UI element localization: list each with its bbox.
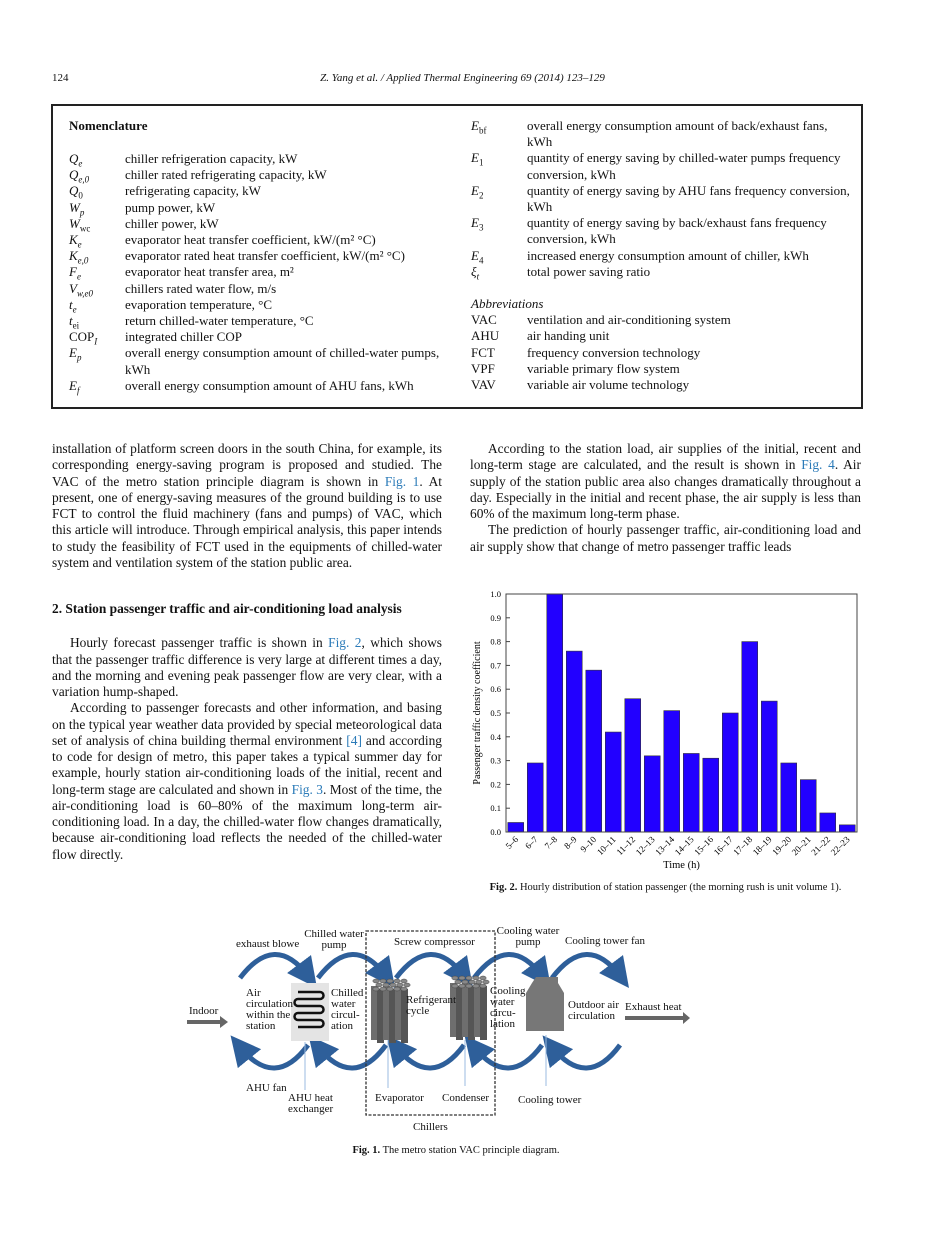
symbol-base: Q bbox=[69, 183, 79, 199]
abbreviation: VPF bbox=[471, 360, 495, 376]
evaporator-icon bbox=[371, 979, 410, 1043]
label-outdoor-air-circulation: Outdoor air circulation bbox=[568, 999, 620, 1022]
symbol-subscript: bf bbox=[478, 125, 487, 136]
label-ahu-heat-exchanger: AHU heat exchanger bbox=[288, 1092, 334, 1115]
x-tick-label: 22–23 bbox=[828, 834, 852, 858]
tube-end bbox=[459, 984, 465, 988]
abbreviation-row bbox=[471, 345, 851, 361]
symbol-subscript: I bbox=[94, 336, 98, 347]
y-tick-label: 0.4 bbox=[490, 731, 501, 742]
tube bbox=[480, 986, 487, 1040]
symbol-subscript: t bbox=[476, 271, 480, 282]
x-tick-label: 21–22 bbox=[809, 834, 833, 858]
bar-16–17 bbox=[722, 713, 738, 832]
nomenclature-row bbox=[69, 297, 449, 313]
nomenclature-row bbox=[471, 215, 851, 247]
nomenclature-row bbox=[69, 248, 449, 264]
page-number: 124 bbox=[52, 72, 69, 84]
symbol bbox=[69, 313, 125, 329]
abbreviation-description: variable primary flow system bbox=[527, 360, 680, 376]
y-tick-label: 1.0 bbox=[490, 589, 501, 599]
symbol-subscript: f bbox=[76, 385, 80, 396]
top-circulation-arrow-icon bbox=[552, 954, 620, 978]
bar-21–22 bbox=[820, 813, 836, 832]
symbol-description: chiller power, kW bbox=[125, 215, 219, 231]
x-tick-label: 9–10 bbox=[578, 834, 599, 855]
abbreviation-row bbox=[471, 377, 851, 393]
y-tick-label: 0.5 bbox=[490, 708, 501, 718]
symbol-base: E bbox=[471, 215, 479, 231]
nomenclature-row bbox=[69, 329, 449, 345]
abbreviation-description: frequency conversion technology bbox=[527, 344, 701, 360]
abbreviation-row bbox=[471, 312, 851, 328]
symbol-subscript: w,e0 bbox=[76, 288, 94, 299]
abbreviation: AHU bbox=[471, 328, 500, 344]
bar-20–21 bbox=[800, 780, 816, 832]
abbreviation: VAV bbox=[471, 377, 496, 393]
nomenclature-row bbox=[471, 183, 851, 215]
x-tick-label: 10–11 bbox=[594, 834, 618, 858]
fig2-bar-chart bbox=[470, 585, 865, 875]
symbol-description: quantity of energy saving by chilled-water pumps frequency conversion, kWh bbox=[527, 150, 841, 182]
x-tick-label: 19–20 bbox=[770, 834, 794, 858]
right-text-column bbox=[470, 441, 861, 555]
symbol-subscript: ei bbox=[72, 320, 80, 331]
symbol-subscript: e,0 bbox=[77, 255, 89, 266]
symbol-description: evaporator heat transfer area, m² bbox=[125, 264, 294, 280]
tube-end bbox=[380, 987, 386, 991]
y-tick-label: 0.3 bbox=[490, 755, 501, 766]
nomenclature-box bbox=[51, 104, 863, 409]
symbol-description: increased energy consumption amount of chiller, kWh bbox=[527, 247, 809, 263]
tube-end bbox=[473, 984, 479, 988]
symbol-description: evaporator heat transfer coefficient, kW/(m² °C) bbox=[125, 232, 376, 248]
text: installation of platform screen doors in the south China, for example, its corresponding energy-saving program is proposed and studied. The VAC of the metro station principle diagram is shown in bbox=[52, 441, 442, 489]
label-ahu-fan: AHU fan bbox=[246, 1082, 287, 1094]
symbol-subscript: 4 bbox=[478, 255, 484, 266]
symbol-description: evaporator rated heat transfer coefficient, kW/(m² °C) bbox=[125, 248, 405, 264]
nomenclature-row bbox=[69, 232, 449, 248]
paragraph bbox=[52, 441, 442, 571]
tube-end bbox=[466, 984, 472, 988]
tube-end bbox=[383, 983, 389, 987]
abbreviation-description: ventilation and air-conditioning system bbox=[527, 312, 731, 328]
nomenclature-left-column bbox=[69, 151, 449, 394]
indoor-arrow-icon bbox=[187, 1016, 228, 1028]
symbol bbox=[69, 200, 125, 216]
fig2-caption-text: Hourly distribution of station passenger (the morning rush is unit volume 1). bbox=[519, 882, 842, 893]
y-tick-label: 0.0 bbox=[490, 827, 501, 837]
tube-end bbox=[452, 984, 458, 988]
symbol bbox=[69, 232, 125, 248]
bar-6–7 bbox=[527, 763, 543, 832]
symbol bbox=[69, 297, 125, 313]
nomenclature-row bbox=[471, 118, 851, 150]
tube-end bbox=[376, 983, 382, 987]
paragraph bbox=[52, 700, 442, 863]
fig2-link[interactable]: Fig. 2 bbox=[328, 635, 362, 651]
symbol bbox=[69, 345, 125, 377]
symbol-base: E bbox=[69, 377, 77, 393]
tube-end bbox=[373, 979, 379, 983]
tube-end bbox=[480, 984, 486, 988]
label-air-circulation: Air circulation within the station bbox=[246, 987, 294, 1032]
nomenclature-row bbox=[69, 183, 449, 199]
abbreviation-row bbox=[471, 361, 851, 377]
symbol-description: chiller rated refrigerating capacity, kW bbox=[125, 167, 327, 183]
x-tick-label: 12–13 bbox=[633, 834, 657, 858]
label-refrigerant-cycle: Refrigerant cycle bbox=[406, 994, 457, 1017]
symbol-description: evaporation temperature, °C bbox=[125, 296, 273, 312]
symbol-base: F bbox=[69, 264, 77, 280]
y-tick-label: 0.9 bbox=[490, 612, 501, 623]
nomenclature-row bbox=[69, 264, 449, 283]
bottom-circulation-arrow-icon bbox=[396, 1045, 464, 1068]
x-tick-label: 11–12 bbox=[614, 834, 638, 858]
tube bbox=[395, 986, 402, 1040]
left-text-column bbox=[52, 441, 442, 863]
text: Hourly forecast passenger traffic is shown in bbox=[70, 635, 329, 651]
symbol-base: ξ bbox=[471, 263, 477, 279]
nomenclature-row bbox=[69, 167, 449, 183]
y-axis-label: Passenger traffic density coefficient bbox=[472, 641, 483, 785]
reference-4-link[interactable]: [4] bbox=[346, 732, 362, 748]
tube-end bbox=[462, 980, 468, 984]
symbol-description: return chilled-water temperature, °C bbox=[125, 313, 314, 329]
bottom-circulation-arrow-icon bbox=[474, 1045, 542, 1068]
symbol-base: W bbox=[69, 215, 80, 231]
fig2-caption bbox=[470, 882, 861, 893]
symbol-description: overall energy consumption amount of chilled-water pumps, kWh bbox=[125, 345, 440, 377]
symbol-base: E bbox=[471, 150, 479, 166]
symbol bbox=[69, 216, 125, 232]
text: , which shows that the passenger traffic difference is very large at different times a day, and the morning and evening peak passenger flow are very clear, with a variation hump-shaped. bbox=[52, 635, 442, 699]
label-cooling-water-circulation: Cooling water circu- lation bbox=[490, 985, 526, 1030]
tube-end bbox=[404, 983, 410, 987]
tube-end bbox=[397, 983, 403, 987]
symbol-base: E bbox=[471, 247, 479, 263]
bar-5–6 bbox=[508, 822, 524, 832]
label-exhaust-heat: Exhaust heat bbox=[625, 1001, 682, 1013]
exhaust-heat-arrow-icon bbox=[625, 1012, 690, 1024]
symbol bbox=[471, 215, 527, 247]
nomenclature-row bbox=[69, 200, 449, 216]
top-circulation-arrow-icon bbox=[240, 954, 308, 978]
symbol-base: COP bbox=[69, 329, 95, 345]
symbol bbox=[471, 264, 527, 280]
symbol-subscript: 2 bbox=[478, 190, 484, 201]
tube-end bbox=[480, 976, 486, 980]
y-tick-label: 0.6 bbox=[490, 684, 501, 695]
tube bbox=[456, 986, 463, 1040]
paragraph: The prediction of hourly passenger traffic, air-conditioning load and air supply show that change of metro passenger traffic leads bbox=[470, 522, 861, 554]
label-cooling-tower-fan: Cooling tower fan bbox=[565, 935, 646, 947]
bottom-circulation-arrow-icon bbox=[240, 1045, 308, 1068]
symbol-subscript: wc bbox=[79, 223, 91, 234]
symbol bbox=[69, 281, 125, 297]
symbol-description: quantity of energy saving by back/exhaust fans frequency conversion, kWh bbox=[527, 215, 827, 247]
tube-end bbox=[373, 987, 379, 991]
symbol-description: chiller refrigeration capacity, kW bbox=[125, 151, 298, 166]
tube-end bbox=[455, 980, 461, 984]
section-heading: 2. Station passenger traffic and air-conditioning load analysis bbox=[52, 601, 402, 616]
label-exhaust-blower: exhaust blowe bbox=[236, 938, 300, 950]
bar-22–23 bbox=[839, 825, 855, 832]
label-chilled-water-pump: Chilled water pump bbox=[304, 928, 364, 951]
bar-19–20 bbox=[781, 763, 797, 832]
label-condenser: Condenser bbox=[442, 1092, 490, 1104]
symbol-subscript: 3 bbox=[478, 222, 484, 233]
symbol-subscript: 1 bbox=[478, 158, 484, 168]
tube bbox=[377, 989, 384, 1043]
tube-end bbox=[476, 980, 482, 984]
abbreviations-title: Abbreviations bbox=[471, 296, 544, 312]
nomenclature-row bbox=[69, 151, 449, 167]
symbol-description: refrigerating capacity, kW bbox=[125, 183, 261, 199]
symbol-base: V bbox=[69, 280, 77, 296]
fig1-link[interactable]: Fig. 1 bbox=[384, 473, 420, 489]
nomenclature-right-column bbox=[471, 118, 851, 393]
nomenclature-row bbox=[69, 216, 449, 232]
bar-13–14 bbox=[664, 711, 680, 832]
tube-end bbox=[401, 987, 407, 991]
tube-end bbox=[394, 979, 400, 983]
symbol-base: Q bbox=[69, 167, 79, 183]
x-tick-label: 17–18 bbox=[731, 834, 755, 858]
tube-end bbox=[483, 980, 489, 984]
symbol bbox=[69, 167, 125, 183]
fig1-caption-text: The metro station VAC principle diagram. bbox=[382, 1145, 560, 1156]
symbol bbox=[471, 248, 527, 264]
symbol-description: chillers rated water flow, m/s bbox=[125, 280, 277, 296]
label-screw-compressor: Screw compressor bbox=[394, 936, 475, 948]
bottom-circulation-arrow-icon bbox=[318, 1045, 386, 1068]
tube-end bbox=[401, 979, 407, 983]
paragraph bbox=[470, 441, 861, 522]
label-indoor: Indoor bbox=[189, 1005, 219, 1017]
symbol-base: W bbox=[69, 199, 80, 215]
label-cooling-tower: Cooling tower bbox=[518, 1094, 582, 1106]
y-tick-label: 0.2 bbox=[490, 779, 501, 790]
abbreviations-list bbox=[471, 312, 851, 393]
tube bbox=[468, 986, 475, 1040]
bar-11–12 bbox=[625, 699, 641, 832]
x-tick-label: 14–15 bbox=[672, 834, 696, 858]
nomenclature-row bbox=[471, 248, 851, 264]
symbol-subscript: e bbox=[78, 158, 83, 169]
nomenclature-right-list bbox=[471, 118, 851, 280]
tube-end bbox=[466, 976, 472, 980]
symbol-description: overall energy consumption amount of back/exhaust fans, kWh bbox=[527, 118, 828, 150]
tube-end bbox=[394, 987, 400, 991]
y-tick-label: 0.7 bbox=[490, 660, 501, 671]
y-tick-label: 0.1 bbox=[490, 803, 501, 814]
x-tick-label: 18–19 bbox=[750, 834, 774, 858]
symbol-description: quantity of energy saving by AHU fans frequency conversion, kWh bbox=[527, 182, 850, 215]
fig4-link[interactable]: Fig. 4 bbox=[801, 457, 835, 473]
symbol-base: t bbox=[69, 313, 73, 329]
y-tick-label: 0.8 bbox=[490, 636, 501, 647]
tube bbox=[462, 983, 469, 1037]
x-axis-label: Time (h) bbox=[663, 860, 700, 871]
nomenclature-row bbox=[471, 150, 851, 182]
label-evaporator: Evaporator bbox=[375, 1092, 424, 1104]
text: . At present, one of energy-saving measures of the ground building is to use FCT to control the fluid machinery (fans and pumps) of VAC, which this article will introduce. Through empirical analysis, this paper intends to study the feasibility of FCT used in the equipments of chilled-water system and ventilation system of the station public area. bbox=[52, 473, 442, 570]
abbreviation: FCT bbox=[471, 344, 495, 360]
nomenclature-row bbox=[69, 281, 449, 297]
bar-8–9 bbox=[566, 651, 582, 832]
symbol bbox=[69, 151, 125, 167]
bar-15–16 bbox=[703, 758, 719, 832]
text: According to passenger forecasts and other information, and basing on the typical year weather data provided by special meteorological data set of analysis of china building thermal environment bbox=[52, 700, 442, 748]
fig1-caption bbox=[0, 1145, 912, 1156]
symbol bbox=[69, 183, 125, 199]
text: and according to code for design of metro, this paper takes a typical summer day for example, hourly station air-conditioning loads of the initial, recent and long-term stage are calculated and shown in bbox=[52, 732, 442, 797]
bar-7–8 bbox=[547, 594, 563, 832]
label-chilled-water-circulation: Chilled water circul- ation bbox=[331, 987, 364, 1032]
symbol bbox=[69, 248, 125, 264]
symbol-base: t bbox=[69, 296, 73, 312]
symbol-subscript: e bbox=[77, 239, 82, 250]
label-cooling-water-pump: Cooling water pump bbox=[496, 925, 560, 948]
nomenclature-row bbox=[69, 378, 449, 394]
symbol-base: E bbox=[471, 182, 479, 198]
nomenclature-row bbox=[471, 264, 851, 280]
symbol-subscript: p bbox=[79, 207, 85, 218]
cooling-tower-icon bbox=[526, 977, 564, 1031]
x-tick-label: 13–14 bbox=[653, 834, 677, 858]
tube-end bbox=[390, 983, 396, 987]
text: . Air supply of the station public area also changes dramatically throughout a day. Especially in the initial and recent phase, the air supply is less than 60% of the maximum long-term phase. bbox=[470, 457, 861, 521]
symbol bbox=[471, 118, 527, 150]
bar-17–18 bbox=[742, 642, 758, 832]
top-circulation-arrow-icon bbox=[396, 954, 464, 978]
symbol bbox=[69, 378, 125, 394]
abbreviation: VAC bbox=[471, 312, 497, 328]
symbol-base: E bbox=[471, 118, 479, 133]
abbreviation-description: air handing unit bbox=[527, 328, 610, 344]
x-tick-label: 8–9 bbox=[562, 834, 579, 851]
tube-end bbox=[387, 979, 393, 983]
bar-9–10 bbox=[586, 670, 602, 832]
bar-18–19 bbox=[761, 701, 777, 832]
symbol-base: Q bbox=[69, 151, 79, 166]
abbreviation-description: variable air volume technology bbox=[527, 377, 690, 393]
tube-end bbox=[380, 979, 386, 983]
symbol-base: E bbox=[69, 345, 77, 361]
x-tick-label: 5–6 bbox=[503, 834, 521, 851]
symbol-subscript: 0 bbox=[78, 191, 83, 201]
symbol bbox=[471, 183, 527, 215]
tube-end bbox=[469, 980, 475, 984]
x-tick-label: 15–16 bbox=[692, 834, 716, 858]
abbreviation-row bbox=[471, 328, 851, 344]
tube bbox=[389, 989, 396, 1043]
symbol bbox=[69, 264, 125, 283]
fig2-label: Fig. 2. bbox=[489, 882, 518, 893]
tube-end bbox=[452, 976, 458, 980]
text: According to the station load, air supplies of the initial, recent and long-term stage are calculated, and the result is shown in bbox=[470, 441, 861, 473]
symbol-base: K bbox=[69, 232, 78, 248]
symbol-description: total power saving ratio bbox=[527, 263, 651, 279]
tube-end bbox=[387, 987, 393, 991]
tube bbox=[371, 986, 378, 1040]
symbol-description: integrated chiller COP bbox=[125, 329, 242, 345]
symbol-subscript: p bbox=[76, 353, 82, 364]
x-tick-label: 16–17 bbox=[711, 834, 735, 858]
symbol bbox=[69, 329, 125, 345]
label-chillers: Chillers bbox=[413, 1121, 448, 1133]
nomenclature-row bbox=[69, 313, 449, 329]
x-tick-label: 6–7 bbox=[523, 834, 540, 851]
tube-end bbox=[459, 976, 465, 980]
symbol-subscript: e,0 bbox=[78, 174, 90, 185]
text: . Most of the time, the air-conditioning load is 60–80% of the maximum long-term air-conditioning load. In a day, the chilled-water flow changes dramatically, because air-conditioning load reflects the needed of the chilled-water flow directly. bbox=[52, 781, 442, 862]
fig3-link[interactable]: Fig. 3 bbox=[291, 781, 323, 797]
bar-12–13 bbox=[644, 756, 660, 832]
x-tick-label: 7–8 bbox=[542, 834, 560, 851]
symbol-description: pump power, kW bbox=[125, 199, 216, 215]
paragraph bbox=[52, 635, 442, 700]
bar-10–11 bbox=[605, 732, 621, 832]
symbol-subscript: e bbox=[76, 272, 81, 283]
fig1-label: Fig. 1. bbox=[352, 1145, 381, 1156]
bottom-circulation-arrow-icon bbox=[552, 1045, 620, 1068]
fig1-vac-diagram bbox=[180, 920, 740, 1140]
nomenclature-row bbox=[69, 345, 449, 377]
nomenclature-title: Nomenclature bbox=[69, 118, 148, 133]
running-header: Z. Yang et al. / Applied Thermal Engineering 69 (2014) 123–129 bbox=[320, 72, 605, 84]
symbol-description: overall energy consumption amount of AHU fans, kWh bbox=[125, 377, 414, 393]
tube bbox=[383, 986, 390, 1040]
top-circulation-arrow-icon bbox=[318, 954, 386, 978]
tube bbox=[474, 983, 481, 1037]
tube-end bbox=[473, 976, 479, 980]
symbol-base: K bbox=[69, 248, 78, 264]
top-circulation-arrow-icon bbox=[474, 954, 542, 978]
x-tick-label: 20–21 bbox=[789, 834, 813, 858]
symbol-subscript: e bbox=[72, 304, 77, 315]
bar-14–15 bbox=[683, 753, 699, 832]
symbol bbox=[471, 150, 527, 182]
